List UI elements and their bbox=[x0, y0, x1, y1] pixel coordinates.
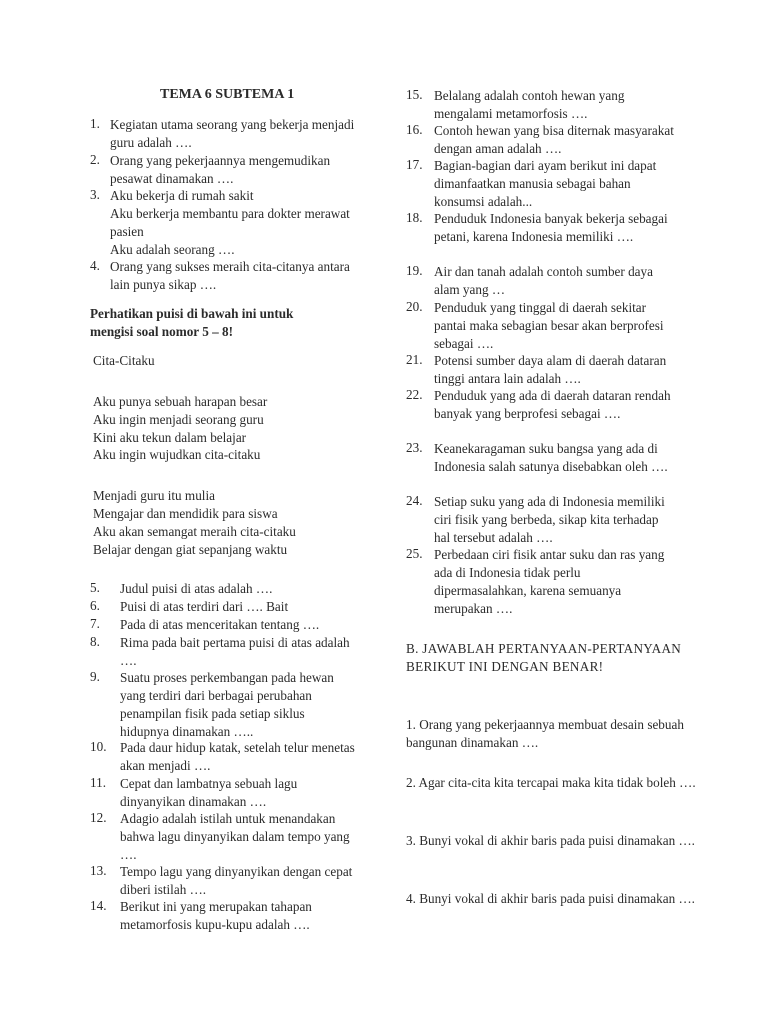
question-number: 13. bbox=[90, 863, 107, 878]
poem-instruction bbox=[90, 305, 315, 341]
question-text: Perbedaan ciri fisik antar suku dan ras yang ada di Indonesia tidak perlu dipermasalahkan, karena semuanya merupakan …. bbox=[434, 547, 665, 616]
question-19 bbox=[406, 263, 674, 299]
question-text: Penduduk yang ada di daerah dataran rendah banyak yang berprofesi sebagai …. bbox=[434, 388, 671, 421]
question-text: Berikut ini yang merupakan tahapan metamorfosis kupu-kupu adalah …. bbox=[120, 899, 312, 932]
question-number: 18. bbox=[406, 210, 423, 225]
essay-question: 3. Bunyi vokal di akhir baris pada puisi dinamakan …. bbox=[406, 833, 695, 848]
question-23 bbox=[406, 440, 674, 476]
question-11 bbox=[90, 775, 355, 811]
question-5 bbox=[90, 580, 355, 598]
question-text: Setiap suku yang ada di Indonesia memiliki ciri fisik yang berbeda, sikap kita terhadap hal tersebut adalah …. bbox=[434, 494, 665, 545]
question-number: 3. bbox=[90, 187, 100, 202]
question-text: Rima pada bait pertama puisi di atas adalah …. bbox=[120, 635, 350, 668]
question-line: Aku adalah seorang …. bbox=[110, 242, 235, 257]
question-text: Orang yang sukses meraih cita-citanya antara lain punya sikap …. bbox=[110, 259, 350, 292]
question-6 bbox=[90, 598, 355, 616]
question-number: 11. bbox=[90, 775, 106, 790]
question-text: Keanekaragaman suku bangsa yang ada di Indonesia salah satunya disebabkan oleh …. bbox=[434, 441, 668, 474]
question-10 bbox=[90, 739, 355, 775]
question-21 bbox=[406, 352, 674, 388]
question-9 bbox=[90, 669, 355, 741]
question-number: 22. bbox=[406, 387, 423, 402]
question-number: 2. bbox=[90, 152, 100, 167]
question-number: 14. bbox=[90, 898, 107, 913]
question-text: Tempo lagu yang dinyanyikan dengan cepat diberi istilah …. bbox=[120, 864, 353, 897]
question-number: 12. bbox=[90, 810, 107, 825]
poem-line: Aku punya sebuah harapan besar bbox=[93, 394, 268, 409]
question-3 bbox=[90, 187, 355, 259]
poem-line: Mengajar dan mendidik para siswa bbox=[93, 506, 278, 521]
question-13 bbox=[90, 863, 355, 899]
question-line: Aku bekerja di rumah sakit bbox=[110, 188, 254, 203]
question-number: 23. bbox=[406, 440, 423, 455]
question-text: Potensi sumber daya alam di daerah dataran tinggi antara lain adalah …. bbox=[434, 353, 667, 386]
poem-line: Kini aku tekun dalam belajar bbox=[93, 430, 247, 445]
question-text: Puisi di atas terdiri dari …. Bait bbox=[120, 599, 289, 614]
instruction-text: Perhatikan puisi di bawah ini untuk mengisi soal nomor 5 – 8! bbox=[90, 306, 294, 339]
question-number: 7. bbox=[90, 616, 100, 631]
question-17 bbox=[406, 157, 674, 211]
question-number: 21. bbox=[406, 352, 423, 367]
question-number: 4. bbox=[90, 258, 100, 273]
question-text: Contoh hewan yang bisa diternak masyarakat dengan aman adalah …. bbox=[434, 123, 674, 156]
poem-line: Belajar dengan giat sepanjang waktu bbox=[93, 542, 288, 557]
question-number: 5. bbox=[90, 580, 100, 595]
question-text: Judul puisi di atas adalah …. bbox=[120, 581, 273, 596]
question-text bbox=[110, 187, 355, 259]
essay-question: 4. Bunyi vokal di akhir baris pada puisi dinamakan …. bbox=[406, 891, 695, 906]
question-line: Aku berkerja membantu para dokter merawat pasien bbox=[110, 206, 350, 239]
question-number: 8. bbox=[90, 634, 100, 649]
question-12 bbox=[90, 810, 355, 864]
question-text: Air dan tanah adalah contoh sumber daya alam yang … bbox=[434, 264, 653, 297]
question-text: Orang yang pekerjaannya mengemudikan pesawat dinamakan …. bbox=[110, 153, 331, 186]
question-number: 6. bbox=[90, 598, 100, 613]
question-text: Suatu proses perkembangan pada hewan yang terdiri dari berbagai perubahan penampilan fisik pada setiap siklus hidupnya dinamakan ….. bbox=[120, 670, 334, 739]
question-20 bbox=[406, 299, 674, 353]
question-text: Pada di atas menceritakan tentang …. bbox=[120, 617, 320, 632]
page-title: TEMA 6 SUBTEMA 1 bbox=[160, 87, 295, 102]
poem-line: Aku ingin menjadi seorang guru bbox=[93, 412, 264, 427]
poem-title: Cita-Citaku bbox=[93, 353, 155, 368]
question-text: Penduduk Indonesia banyak bekerja sebagai petani, karena Indonesia memiliki …. bbox=[434, 211, 668, 244]
essay-question: 2. Agar cita-cita kita tercapai maka kita tidak boleh …. bbox=[406, 775, 696, 790]
question-number: 9. bbox=[90, 669, 100, 684]
question-text: Pada daur hidup katak, setelah telur menetas akan menjadi …. bbox=[120, 740, 355, 773]
question-4 bbox=[90, 258, 355, 294]
question-number: 25. bbox=[406, 546, 423, 561]
question-16 bbox=[406, 122, 674, 158]
question-25 bbox=[406, 546, 674, 618]
poem-line: Menjadi guru itu mulia bbox=[93, 488, 215, 503]
question-15 bbox=[406, 87, 674, 123]
question-text: Adagio adalah istilah untuk menandakan bahwa lagu dinyanyikan dalam tempo yang …. bbox=[120, 811, 350, 862]
question-number: 10. bbox=[90, 739, 107, 754]
question-number: 24. bbox=[406, 493, 423, 508]
question-14 bbox=[90, 898, 355, 934]
question-1 bbox=[90, 116, 355, 152]
question-text: Cepat dan lambatnya sebuah lagu dinyanyikan dinamakan …. bbox=[120, 776, 298, 809]
question-text: Belalang adalah contoh hewan yang mengalami metamorfosis …. bbox=[434, 88, 625, 121]
poem-line: Aku ingin wujudkan cita-citaku bbox=[93, 447, 261, 462]
question-number: 15. bbox=[406, 87, 423, 102]
question-number: 17. bbox=[406, 157, 423, 172]
question-number: 1. bbox=[90, 116, 100, 131]
question-text: Bagian-bagian dari ayam berikut ini dapat dimanfaatkan manusia sebagai bahan konsumsi adalah... bbox=[434, 158, 657, 209]
question-number: 19. bbox=[406, 263, 423, 278]
question-number: 20. bbox=[406, 299, 423, 314]
question-18 bbox=[406, 210, 674, 246]
section-b-heading: B. JAWABLAH PERTANYAAN-PERTANYAAN BERIKUT INI DENGAN BENAR! bbox=[406, 641, 682, 674]
question-text: Penduduk yang tinggal di daerah sekitar pantai maka sebagian besar akan berprofesi sebagai …. bbox=[434, 300, 664, 351]
question-number: 16. bbox=[406, 122, 423, 137]
question-7 bbox=[90, 616, 355, 634]
question-8 bbox=[90, 634, 355, 670]
poem-line: Aku akan semangat meraih cita-citaku bbox=[93, 524, 296, 539]
question-text: Kegiatan utama seorang yang bekerja menjadi guru adalah …. bbox=[110, 117, 355, 150]
question-24 bbox=[406, 493, 674, 547]
question-2 bbox=[90, 152, 355, 188]
question-22 bbox=[406, 387, 674, 423]
essay-question: 1. Orang yang pekerjaannya membuat desain sebuah bangunan dinamakan …. bbox=[406, 717, 684, 750]
